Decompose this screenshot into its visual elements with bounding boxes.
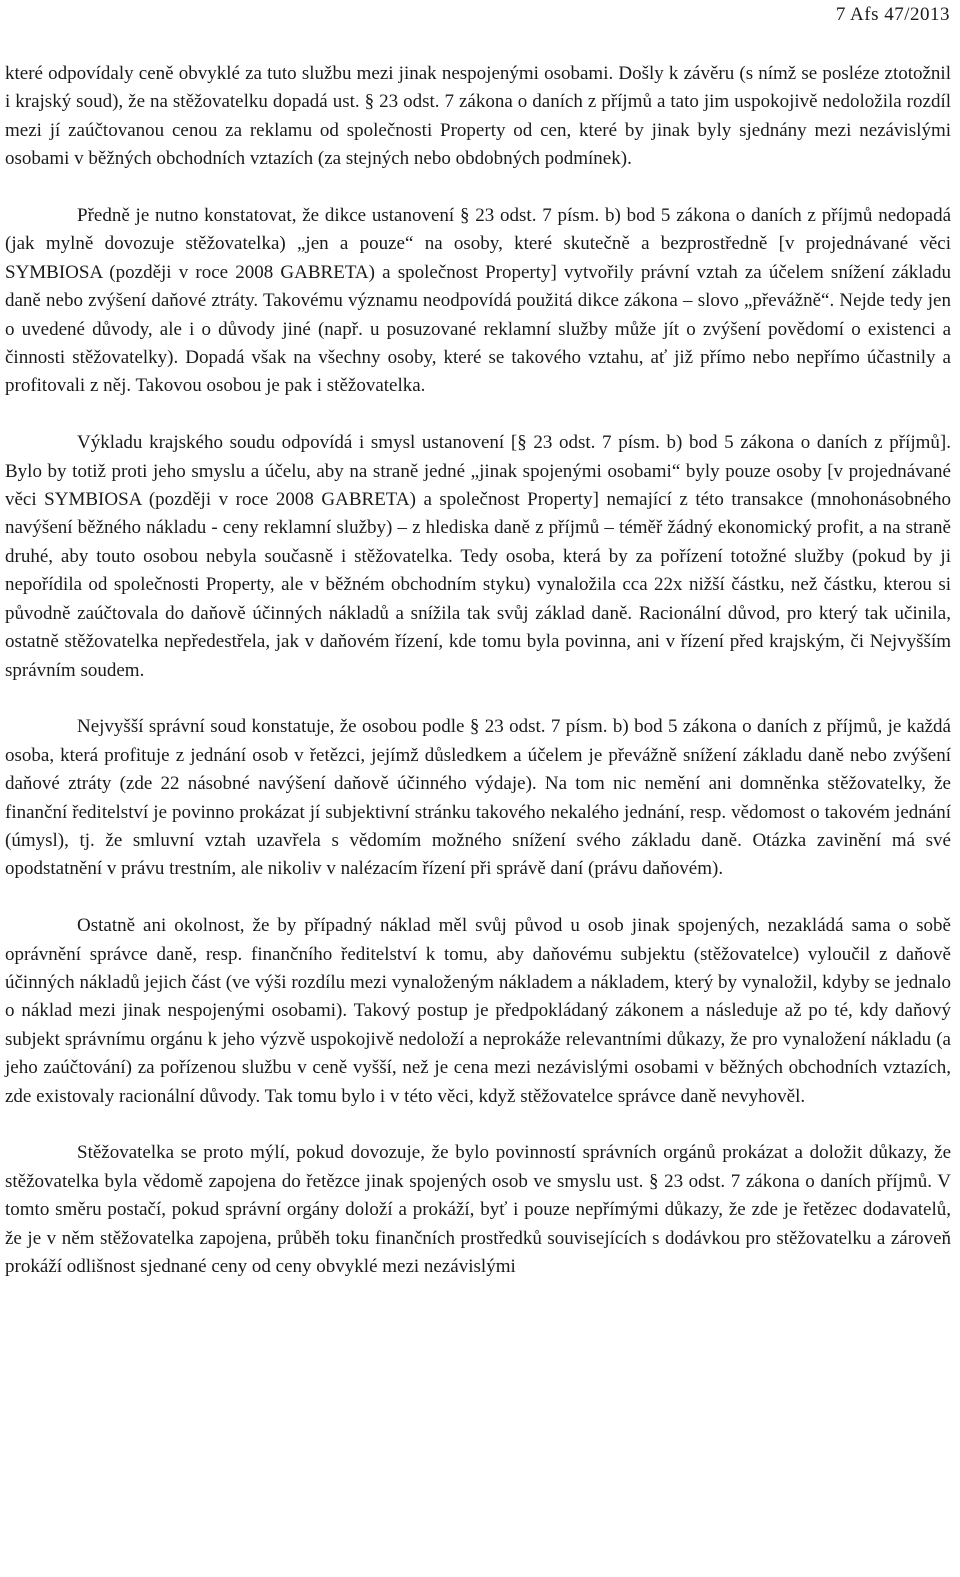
paragraph-2: Předně je nutno konstatovat, že dikce ustanovení § 23 odst. 7 písm. b) bod 5 zákona o daních z příjmů nedopadá (jak mylně dovozuje stěžovatelka) „jen a pouze“ na osoby, které skutečně a bezprostředně [v projednávané věci SYMBIOSA (později v roce 2008 GABRETA) a společnost Property] vytvořily právní vztah za účelem snížení základu daně nebo zvýšení daňové ztráty. Takovému významu neodpovídá použitá dikce zákona – slovo „převážně“. Nejde tedy jen o uvedené důvody, ale i o důvody jiné (např. u posuzované reklamní služby může jít o zvýšení povědomí o existenci a činnosti stěžovatelky). Dopadá však na všechny osoby, které se takového vztahu, ať již přímo nebo nepřímo účastnily a profitovali z něj. Takovou osobou je pak i stěžovatelka. [5, 205, 951, 397]
paragraph-3: Výkladu krajského soudu odpovídá i smysl ustanovení [§ 23 odst. 7 písm. b) bod 5 zákona o daních z příjmů]. Bylo by totiž proti jeho smyslu a účelu, aby na straně jedné „jinak spojenými osobami“ byly pouze osoby [v projednávané věci SYMBIOSA (později v roce 2008 GABRETA) a společnost Property] nemající z této transakce (mnohonásobného navýšení běžného nákladu - ceny reklamní služby) – z hlediska daně z příjmů – téměř žádný ekonomický profit, a na straně druhé, aby touto osobou nebyla současně i stěžovatelka. Tedy osoba, která by za pořízení totožné služby (pokud by ji nepořídila od společnosti Property, ale v běžném obchodním styku) vynaložila cca 22x nižší částku, než částku, kterou si původně zaúčtovala do daňově účinných nákladů a snížila tak svůj základ daně. Racionální důvod, pro který tak učinila, ostatně stěžovatelka nepředestřela, jak v daňovém řízení, kde tomu byla povinna, ani v řízení před krajským, či Nejvyšším správním soudem. [5, 432, 951, 681]
paragraph-1: které odpovídaly ceně obvyklé za tuto službu mezi jinak nespojenými osobami. Došly k závěru (s nímž se posléze ztotožnil i krajský soud), že na stěžovatelku dopadá ust. § 23 odst. 7 zákona o daních z příjmů a tato jim uspokojivě nedoložila rozdíl mezi jí zaúčtovanou cenou za reklamu od společnosti Property od cen, které by jinak byly sjednány mezi nezávislými osobami v běžných obchodních vztazích (za stejných nebo obdobných podmínek). [5, 63, 951, 170]
document-body [5, 60, 951, 1310]
paragraph-5: Ostatně ani okolnost, že by případný náklad měl svůj původ u osob jinak spojených, nezakládá sama o sobě oprávnění správce daně, resp. finančního ředitelství k tomu, aby daňovému subjektu (stěžovatelce) vyloučil z daňově účinných nákladů jejich část (ve výši rozdílu mezi vynaloženým nákladem a nákladem, který by vynaložil, kdyby se jednalo o náklad mezi jinak nespojenými osobami). Takový postup je předpokládaný zákonem a následuje až po té, kdy daňový subjekt správnímu orgánu k jeho výzvě uspokojivě nedoloží a neprokáže relevantními důkazy, že pro vynaložení nákladu (a jeho zaúčtování) za pořízenou službu v ceně vyšší, než je cena mezi nezávislými osobami v běžných obchodních vztazích, zde existovaly racionální důvody. Tak tomu bylo i v této věci, když stěžovatelce správce daně nevyhověl. [5, 915, 951, 1107]
case-number: 7 Afs 47/2013 [835, 4, 950, 25]
paragraph-6: Stěžovatelka se proto mýlí, pokud dovozuje, že bylo povinností správních orgánů prokázat a doložit důkazy, že stěžovatelka byla vědomě zapojena do řetězce jinak spojených osob ve smyslu ust. § 23 odst. 7 zákona o daních příjmů. V tomto směru postačí, pokud správní orgány doloží a prokáží, byť i pouze nepřímými důkazy, že zde je řetězec dodavatelů, že je v něm stěžovatelka zapojena, průběh toku finančních prostředků souvisejících s dodávkou pro stěžovatelku a zároveň prokáží odlišnost sjednané ceny od ceny obvyklé mezi nezávislými [5, 1142, 951, 1277]
paragraph-4: Nejvyšší správní soud konstatuje, že osobou podle § 23 odst. 7 písm. b) bod 5 zákona o daních z příjmů, je každá osoba, která profituje z jednání osob v řetězci, jejímž důsledkem a účelem je převážně snížení základu daně nebo zvýšení daňové ztráty (zde 22 násobné navýšení daňově účinného výdaje). Na tom nic nemění ani domněnka stěžovatelky, že finanční ředitelství je povinno prokázat jí subjektivní stránku takového nekalého jednání, resp. vědomost o takovém jednání (úmysl), tj. že smluvní vztah uzavřela s vědomím možného snížení svého základu daně. Otázka zavinění má své opodstatnění v právu trestním, ale nikoliv v nalézacím řízení při správě daní (právu daňovém). [5, 716, 951, 880]
